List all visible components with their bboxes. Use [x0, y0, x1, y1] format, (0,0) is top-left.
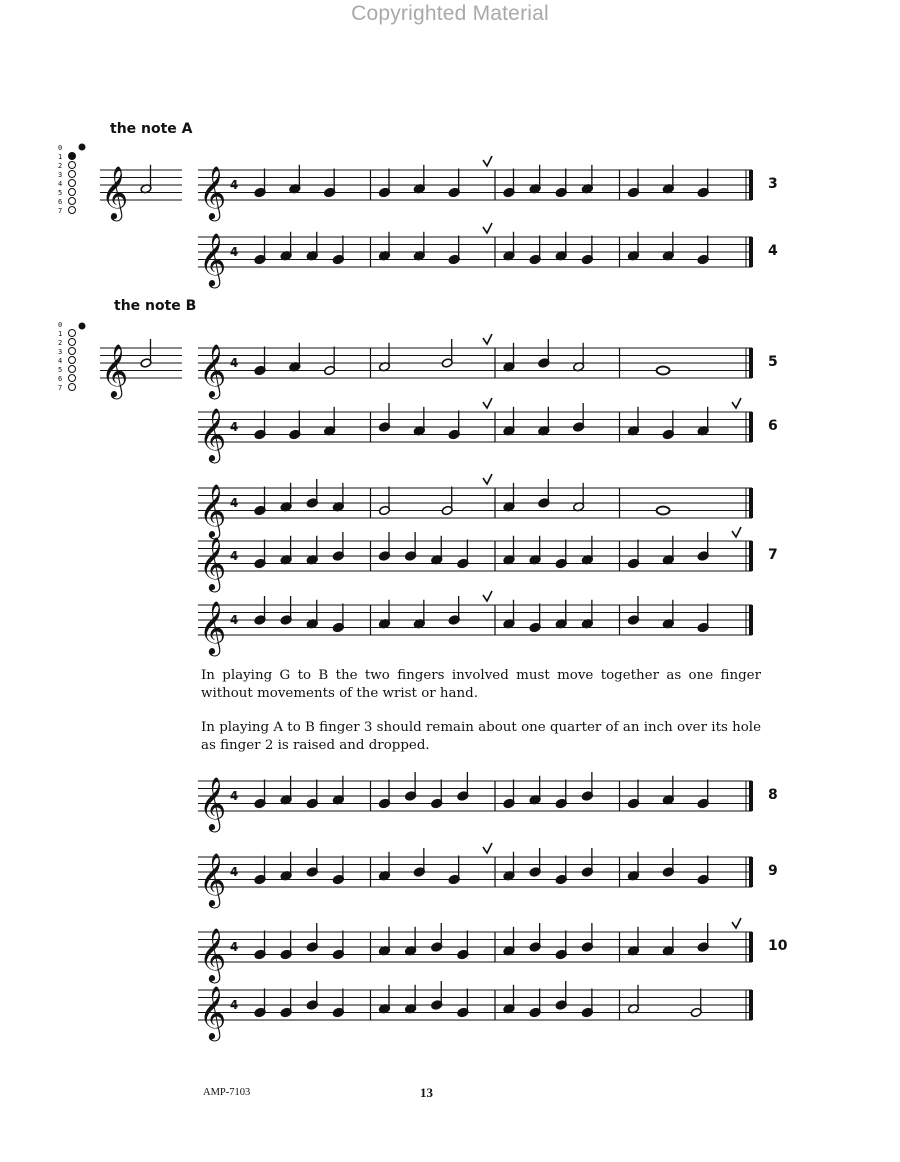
fingering-hole-number: 2 [58, 339, 63, 347]
instruction-paragraph-2: In playing A to B finger 3 should remain about one quarter of an inch over its hole as finger 2 is raised and dropped. [201, 720, 761, 753]
fingering-hole-number: 4 [58, 180, 63, 188]
fingering-hole-number: 2 [58, 162, 63, 170]
exercise-number: 8 [768, 787, 778, 803]
treble-clef-icon: 𝄞 [199, 407, 227, 461]
breath-mark-icon [483, 474, 492, 484]
fingering-hole-number: 4 [58, 357, 63, 365]
finger-hole-icon [69, 375, 76, 382]
thumb-hole-icon [79, 323, 86, 330]
finger-hole-icon [69, 366, 76, 373]
final-bar-thick [749, 990, 753, 1020]
fingering-hole-number: 7 [58, 207, 63, 215]
finger-hole-icon [69, 357, 76, 364]
breath-mark-icon [483, 334, 492, 344]
catalog-number: AMP-7103 [203, 1087, 251, 1098]
fingering-hole-number: 0 [58, 321, 63, 329]
section-heading-note-b: the note B [114, 298, 197, 314]
treble-clef-icon: 𝄞 [199, 343, 227, 397]
time-signature: 4 [229, 496, 239, 510]
time-signature: 4 [229, 865, 239, 879]
time-signature: 4 [229, 789, 239, 803]
fingering-hole-number: 1 [58, 330, 63, 338]
final-bar-thick [749, 488, 753, 518]
time-signature: 4 [229, 245, 239, 259]
breath-mark-icon [732, 527, 741, 537]
finger-hole-icon [69, 330, 76, 337]
time-signature: 4 [229, 940, 239, 954]
fingering-hole-number: 6 [58, 375, 63, 383]
finger-hole-icon [69, 207, 76, 214]
finger-hole-icon [69, 162, 76, 169]
breath-mark-icon [483, 843, 492, 853]
exercise-number: 10 [768, 938, 788, 954]
exercise-number: 5 [768, 354, 778, 370]
fingering-hole-number: 5 [58, 189, 63, 197]
final-bar-thick [749, 412, 753, 442]
fingering-hole-number: 0 [58, 144, 63, 152]
breath-mark-icon [483, 156, 492, 166]
final-bar-thick [749, 541, 753, 571]
whole-note [657, 367, 670, 375]
exercise-number: 6 [768, 418, 778, 434]
section-heading-note-a: the note A [110, 121, 193, 137]
breath-mark-icon [732, 398, 741, 408]
breath-mark-icon [732, 918, 741, 928]
fingering-hole-number: 3 [58, 348, 63, 356]
breath-mark-icon [483, 223, 492, 233]
treble-clef-icon: 𝄞 [101, 343, 129, 397]
instruction-paragraph-1: In playing G to B the two fingers involved must move together as one finger without movements of the wrist or hand. [201, 668, 761, 701]
finger-hole-icon [69, 348, 76, 355]
final-bar-thick [749, 932, 753, 962]
exercise-number: 4 [768, 243, 778, 259]
finger-hole-icon [69, 189, 76, 196]
whole-note [657, 507, 670, 515]
exercise-number: 9 [768, 863, 778, 879]
finger-hole-icon [69, 339, 76, 346]
treble-clef-icon: 𝄞 [101, 165, 129, 219]
finger-hole-icon [69, 153, 76, 160]
finger-hole-icon [69, 180, 76, 187]
treble-clef-icon: 𝄞 [199, 600, 227, 654]
fingering-hole-number: 6 [58, 198, 63, 206]
finger-hole-icon [69, 198, 76, 205]
time-signature: 4 [229, 549, 239, 563]
time-signature: 4 [229, 998, 239, 1012]
thumb-hole-icon [79, 144, 86, 151]
breath-mark-icon [483, 398, 492, 408]
final-bar-thick [749, 605, 753, 635]
time-signature: 4 [229, 178, 239, 192]
fingering-hole-number: 3 [58, 171, 63, 179]
page-number: 13 [420, 1085, 433, 1100]
final-bar-thick [749, 170, 753, 200]
treble-clef-icon: 𝄞 [199, 165, 227, 219]
fingering-hole-number: 1 [58, 153, 63, 161]
treble-clef-icon: 𝄞 [199, 985, 227, 1039]
final-bar-thick [749, 781, 753, 811]
fingering-hole-number: 7 [58, 384, 63, 392]
finger-hole-icon [69, 384, 76, 391]
finger-hole-icon [69, 171, 76, 178]
exercise-number: 3 [768, 176, 778, 192]
treble-clef-icon: 𝄞 [199, 483, 227, 537]
treble-clef-icon: 𝄞 [199, 927, 227, 981]
time-signature: 4 [229, 420, 239, 434]
watermark: Copyrighted Material [351, 2, 549, 25]
time-signature: 4 [229, 356, 239, 370]
treble-clef-icon: 𝄞 [199, 776, 227, 830]
final-bar-thick [749, 237, 753, 267]
time-signature: 4 [229, 613, 239, 627]
breath-mark-icon [483, 591, 492, 601]
final-bar-thick [749, 348, 753, 378]
exercise-number: 7 [768, 547, 778, 563]
fingering-hole-number: 5 [58, 366, 63, 374]
treble-clef-icon: 𝄞 [199, 232, 227, 286]
final-bar-thick [749, 857, 753, 887]
treble-clef-icon: 𝄞 [199, 852, 227, 906]
treble-clef-icon: 𝄞 [199, 536, 227, 590]
